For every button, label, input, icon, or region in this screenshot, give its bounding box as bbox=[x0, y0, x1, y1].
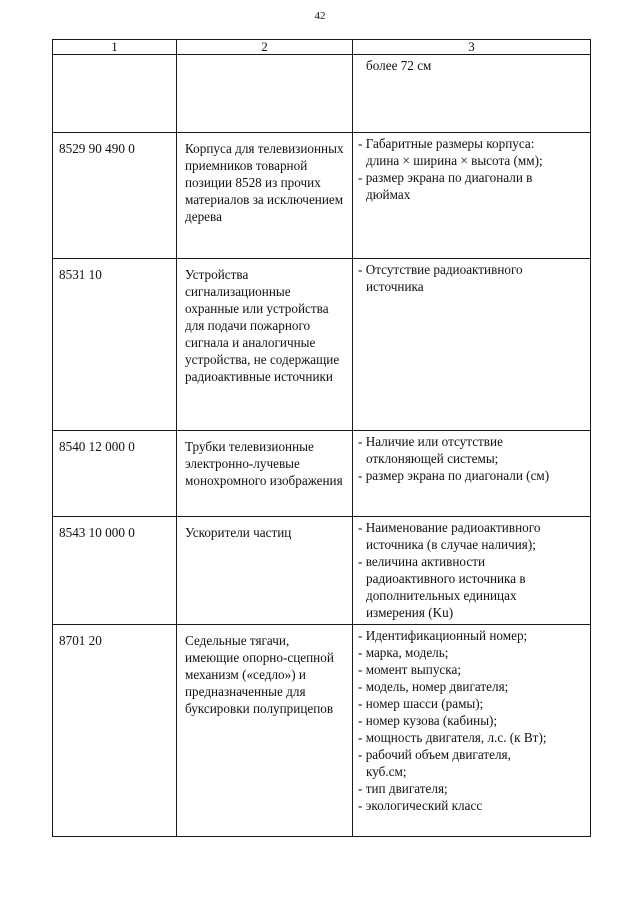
attributes-cell bbox=[353, 259, 591, 431]
commodity-code: 8543 10 000 0 bbox=[53, 517, 177, 625]
commodity-name: Трубки телевизионные электронно-лучевые монохромного изображения bbox=[177, 431, 353, 517]
attribute-line: - Габаритные размеры корпуса: bbox=[358, 136, 535, 151]
attributes-cell bbox=[353, 133, 591, 259]
attribute-line: более 72 см bbox=[366, 58, 432, 73]
attribute-line: - модель, номер двигателя; bbox=[358, 679, 509, 694]
attribute-line: дюймах bbox=[366, 187, 411, 202]
attribute-line: отклоняющей системы; bbox=[366, 451, 499, 466]
table-row bbox=[53, 55, 591, 133]
table-row bbox=[53, 431, 591, 517]
commodity-name: Устройства сигнализационные охранные или устройства для подачи пожарного сигнала и аналогичные устройства, не содержащие радиоактивные источники bbox=[177, 259, 353, 431]
page-number: 42 bbox=[314, 10, 326, 22]
attribute-line: - рабочий объем двигателя, bbox=[358, 747, 511, 762]
attribute-line: источника (в случае наличия); bbox=[366, 537, 536, 552]
table-row bbox=[53, 517, 591, 625]
attribute-line: радиоактивного источника в bbox=[366, 571, 526, 586]
attributes-cell bbox=[353, 517, 591, 625]
attribute-line: - тип двигателя; bbox=[358, 781, 448, 796]
table-row bbox=[53, 133, 591, 259]
attribute-line: - номер шасси (рамы); bbox=[358, 696, 484, 711]
commodity-name: Ускорители частиц bbox=[177, 517, 353, 625]
commodity-name: Корпуса для телевизионных приемников товарной позиции 8528 из прочих материалов за исключением дерева bbox=[177, 133, 353, 259]
attribute-line: - Отсутствие радиоактивного bbox=[358, 262, 523, 277]
table-header-row bbox=[53, 40, 591, 55]
attribute-line: - Идентификационный номер; bbox=[358, 628, 528, 643]
header-col-3: 3 bbox=[353, 40, 591, 55]
attribute-line: - экологический класс bbox=[358, 798, 483, 813]
commodity-name bbox=[177, 55, 353, 133]
commodity-name: Седельные тягачи, имеющие опорно-сцепной механизм («седло») и предназначенные для буксировки полуприцепов bbox=[177, 625, 353, 837]
attributes-cell bbox=[353, 55, 591, 133]
attribute-line: - марка, модель; bbox=[358, 645, 449, 660]
attribute-line: длина × ширина × высота (мм); bbox=[366, 153, 543, 168]
attribute-line: - величина активности bbox=[358, 554, 486, 569]
commodity-code: 8701 20 bbox=[53, 625, 177, 837]
table-row bbox=[53, 259, 591, 431]
commodity-code bbox=[53, 55, 177, 133]
attribute-line: - мощность двигателя, л.с. (к Вт); bbox=[358, 730, 547, 745]
attribute-line: - размер экрана по диагонали в bbox=[358, 170, 533, 185]
header-col-1: 1 bbox=[53, 40, 177, 55]
table-row bbox=[53, 625, 591, 837]
commodity-code: 8529 90 490 0 bbox=[53, 133, 177, 259]
attribute-line: - размер экрана по диагонали (см) bbox=[358, 468, 550, 483]
attribute-line: измерения (Ku) bbox=[366, 605, 454, 620]
header-col-2: 2 bbox=[177, 40, 353, 55]
attributes-cell bbox=[353, 431, 591, 517]
goods-table bbox=[52, 39, 591, 837]
attribute-line: источника bbox=[366, 279, 424, 294]
commodity-code: 8540 12 000 0 bbox=[53, 431, 177, 517]
attribute-line: дополнительных единицах bbox=[366, 588, 517, 603]
attributes-cell bbox=[353, 625, 591, 837]
attribute-line: - номер кузова (кабины); bbox=[358, 713, 498, 728]
attribute-line: куб.см; bbox=[366, 764, 407, 779]
attribute-line: - Наименование радиоактивного bbox=[358, 520, 541, 535]
attribute-line: - Наличие или отсутствие bbox=[358, 434, 503, 449]
attribute-line: - момент выпуска; bbox=[358, 662, 462, 677]
commodity-code: 8531 10 bbox=[53, 259, 177, 431]
